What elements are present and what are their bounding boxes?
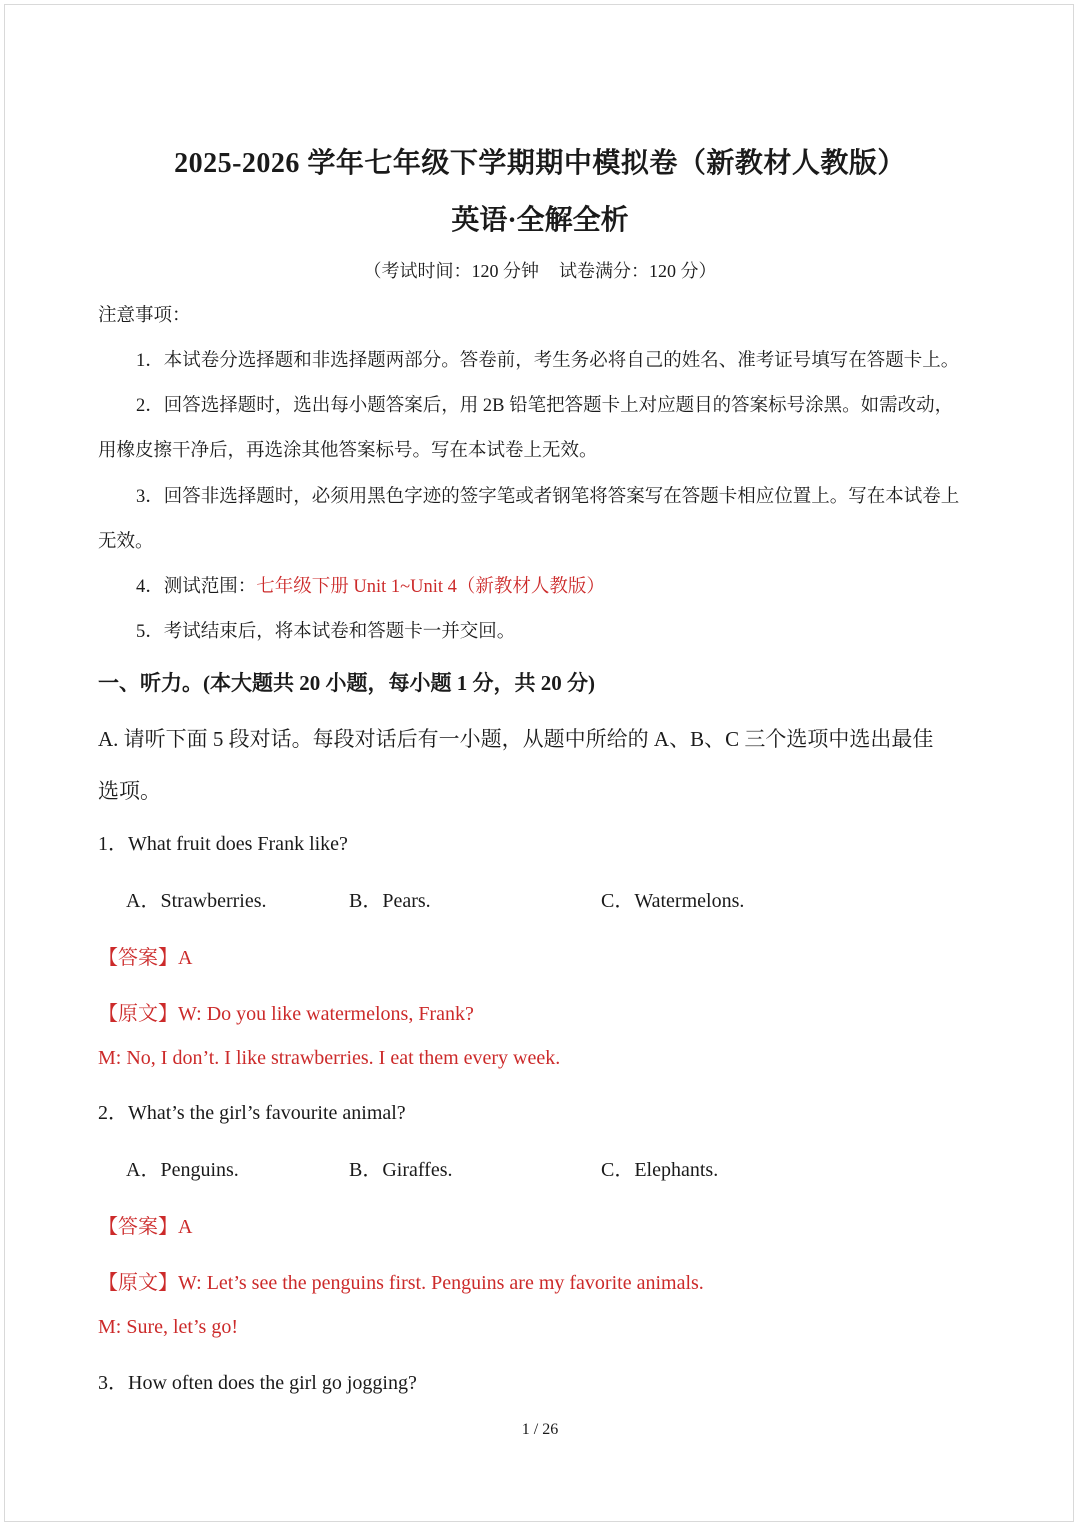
full-score: 试卷满分：120 分） <box>559 261 717 281</box>
question-2-option-a: A．Penguins. <box>126 1159 239 1181</box>
question-1-stem: 1．What fruit does Frank like? <box>98 833 348 855</box>
question-1-transcript <box>98 997 474 1026</box>
question-1-option-a: A．Strawberries. <box>126 890 267 912</box>
question-1-answer <box>98 941 192 970</box>
exam-time: （考试时间：120 分钟 <box>363 261 539 281</box>
question-2-answer <box>98 1210 192 1239</box>
question-2-option-b: B．Giraffes. <box>349 1159 453 1181</box>
exam-page <box>4 4 1074 1522</box>
exam-info <box>5 257 1075 283</box>
note-item-3-cont: 无效。 <box>98 532 154 552</box>
answer-value: A <box>178 1216 193 1238</box>
part-a-instruction <box>98 723 933 753</box>
answer-label: 【答案】 <box>98 947 178 969</box>
transcript-line: W: Let’s see the penguins first. Penguins are my favorite animals. <box>178 1272 704 1294</box>
note-item-4-label: 4．测试范围： <box>136 577 257 597</box>
note-item-1: 1．本试卷分选择题和非选择题两部分。答卷前，考生务必将自己的姓名、准考证号填写在答题卡上。 <box>136 351 960 371</box>
answer-label: 【答案】 <box>98 1216 178 1238</box>
note-item-2: 2．回答选择题时，选出每小题答案后，用 2B 铅笔把答题卡上对应题目的答案标号涂黑。如需改动， <box>136 396 954 416</box>
note-item-2-cont: 用橡皮擦干净后，再选涂其他答案标号。写在本试卷上无效。 <box>98 441 598 461</box>
transcript-line: W: Do you like watermelons, Frank? <box>178 1003 474 1025</box>
part-a-instruction-cont: 选项。 <box>98 779 161 803</box>
question-3-stem: 3．How often does the girl go jogging? <box>98 1372 417 1394</box>
page-number: 1 / 26 <box>521 1421 559 1438</box>
question-2-stem: 2．What’s the girl’s favourite animal? <box>98 1102 406 1124</box>
note-item-3: 3．回答非选择题时，必须用黑色字迹的签字笔或者钢笔将答案写在答题卡相应位置上。写在本试卷上 <box>136 487 960 507</box>
question-1-transcript-cont: M: No, I don’t. I like strawberries. I eat them every week. <box>98 1047 561 1069</box>
question-2-option-c: C．Elephants. <box>601 1159 719 1181</box>
note-item-5: 5．考试结束后，将本试卷和答题卡一并交回。 <box>136 622 516 642</box>
exam-title: 2025-2026 学年七年级下学期期中模拟卷（新教材人教版） <box>174 148 906 179</box>
section-heading: 一、听力。(本大题共 20 小题，每小题 1 分，共 20 分) <box>98 671 595 695</box>
question-2-transcript <box>98 1266 704 1295</box>
answer-value: A <box>178 947 193 969</box>
question-1-option-c: C．Watermelons. <box>601 890 745 912</box>
notes-heading: 注意事项： <box>98 306 191 326</box>
transcript-label: 【原文】 <box>98 1003 178 1025</box>
test-scope: 七年级下册 Unit 1~Unit 4（新教材人教版） <box>256 577 605 597</box>
note-item-4 <box>136 572 605 598</box>
part-a-instruction-text: A. 请听下面 5 段对话。每段对话后有一小题，从题中所给的 A、B、C 三个选项中选出最佳 <box>98 727 934 751</box>
question-2-transcript-cont: M: Sure, let’s go! <box>98 1316 238 1338</box>
question-1-option-b: B．Pears. <box>349 890 431 912</box>
transcript-label: 【原文】 <box>98 1272 178 1294</box>
exam-subtitle: 英语·全解全析 <box>451 205 629 236</box>
